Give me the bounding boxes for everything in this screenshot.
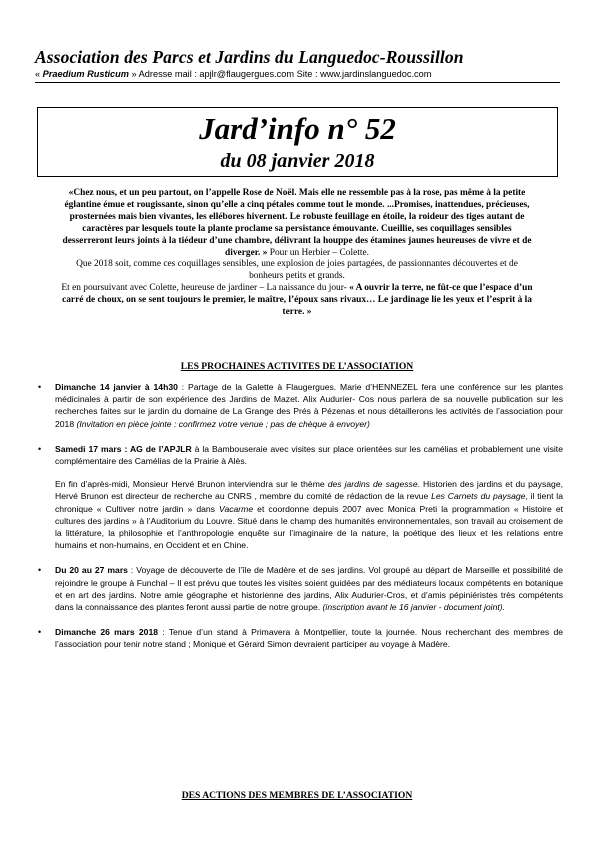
event-description: : Voyage de découverte de l’île de Madère et de ses jardins. Vol groupé au départ de Marseille et possibilité de rejoindre le groupe à Funchal – Il est prévu que toutes les visites soient guidées par des médiateurs locaux compétents en botanique et en art des jardins. Notre amie géographe et historienne des jardins, Alix Audurier-Cros, et d’amis pépiniéristes très compétents dans la connaissance des plantes feront aussi partie de notre groupe.	[55, 565, 563, 613]
event-text	[55, 443, 563, 467]
event-date: Samedi 17 mars : AG de l’APJLR	[55, 443, 192, 454]
bullet: •	[38, 443, 42, 454]
colette-quote: «Chez nous, et un peu partout, on l’appelle Rose de Noël. Mais elle ne ressemble pas à la rose, pas même à la petite églantine émue et rougissante, sinon qu’elle a cinq pétales comme tout le monde. ...Promises, inattendues, précieuses, prosternées mais bien vivantes, les ellébores hivernent. Le robuste feuillage en étoile, la roideur des tiges autant de caractères par lesquels toute la plante proclame sa persistance émouvante. Cueillie, ses coquillages sensibles desserreront leurs joints à la tiédeur d’une chambre, délivrant la houppe des étamines jaunes heureuses de vivre et de diverger. »	[62, 188, 532, 258]
event-description: : Tenue d’un stand à Primavera à Montpellier, toute la journée. Nous recherchant des membres de l’association pour tenir notre stand ; Monique et Gérard Simon devraient participer au voyage à Madère.	[55, 627, 564, 650]
text-run: , il tient la chronique « Cultiver notre jardin » dans	[55, 491, 563, 514]
event-item	[30, 564, 563, 613]
intro-quote	[58, 188, 536, 319]
event-item	[30, 443, 563, 552]
bullet: •	[38, 565, 42, 576]
bulletin-title-box	[37, 107, 558, 177]
association-title: Association des Parcs et Jardins du Languedoc-Roussillon	[35, 47, 464, 67]
association-contact-line	[35, 69, 431, 79]
text-run: . Historien des jardins et du paysage, Hervé Brunon est directeur de recherche au CNRS , membre du comité de rédaction de la revue	[55, 479, 563, 502]
colette-quote-2: « A ouvrir la terre, ne fût-ce que l’espace d’un carré de choux, on se sent toujours le premier, le maître, l’époux sans rivaux… Le jardinage lie les yeux et l’esprit à la terre. »	[62, 283, 533, 318]
text-run: et coordonne depuis 2007 avec Monica Preti la programmation « Histoire et cultures des jardins » à l’Auditorium du Louvre. Situé dans le champ des humanités environnementales, son travail au croisement de la littérature, la philosophie et l’anthropologie enquête sur l’imaginaire de la nature, la poétique des lieux et les relations entre humains et non-humains, en Occident et en Chine.	[55, 503, 564, 551]
events-list	[30, 381, 563, 651]
event-text	[55, 626, 563, 650]
contact-details: » Adresse mail : apjlr@flaugergues.com Site : www.jardinslanguedoc.com	[128, 69, 432, 79]
event-note: (Invitation en pièce jointe : confirmez votre venue ; pas de chèque à envoyer)	[76, 418, 370, 429]
bullet: •	[38, 382, 42, 392]
event-text	[55, 564, 563, 613]
event-description: : Partage de la Galette à Flaugergues. Marie d’HENNEZEL fera une conférence sur les plantes médicinales à partir de son expérience des Jardins de Mazet. Alix Audurier- Cos nous parlera de sa nouvelle publication sur les recherches faites sur le jardin du domaine de La Grange des Prés à Pézenas et nous détaillerons les activités de l’association pour 2018	[55, 382, 563, 429]
text-run-italic: des jardins de sagesse	[327, 479, 418, 490]
event-item	[30, 381, 563, 430]
colette-source-2: Et en poursuivant avec Colette, heureuse de jardiner – La naissance du jour-	[61, 283, 350, 294]
section-heading-activities: LES PROCHAINES ACTIVITES DE L’ASSOCIATION	[180, 361, 414, 372]
section-heading-member-actions: DES ACTIONS DES MEMBRES DE L’ASSOCIATION	[181, 790, 413, 801]
intro-paragraph-2: Que 2018 soit, comme ces coquillages sensibles, une explosion de joies partagées, de passionnantes découvertes et de bonheurs petits et grands.	[76, 259, 518, 282]
bulletin-title: Jard’info n° 52	[199, 111, 396, 146]
text-run-italic: Vacarme	[219, 503, 254, 514]
event-paragraph	[55, 478, 563, 551]
event-date: Du 20 au 27 mars	[55, 565, 128, 576]
intro-paragraph-1	[58, 188, 536, 259]
bulletin-date: du 08 janvier 2018	[220, 150, 375, 172]
text-run-italic: Les Carnets du paysage	[431, 491, 526, 502]
event-text	[55, 381, 563, 430]
header-rule	[35, 82, 560, 83]
text-run: En fin d’après-midi, Monsieur Hervé Brunon interviendra sur le thème	[55, 479, 328, 490]
quote-open: «	[35, 69, 43, 79]
intro-paragraph-3	[58, 283, 536, 319]
event-item	[30, 626, 563, 650]
association-motto: Praedium Rusticum	[42, 69, 129, 79]
event-description: à la Bambouseraie avec visites sur place orientées sur les camélias et probablement une visite complémentaire des Camélias de la Prairie à Alès.	[55, 443, 563, 467]
event-note: (inscription avant le 16 janvier - document joint).	[322, 602, 506, 613]
event-date: Dimanche 26 mars 2018	[55, 627, 159, 638]
quote-source: Pour un Herbier – Colette.	[267, 247, 369, 258]
bullet: •	[38, 627, 42, 638]
event-date: Dimanche 14 janvier à 14h30	[55, 382, 178, 392]
